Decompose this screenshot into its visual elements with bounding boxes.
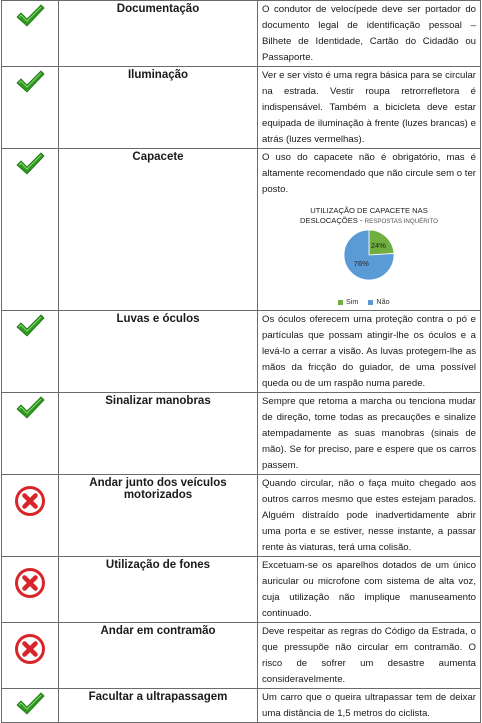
check-icon <box>15 151 45 177</box>
rule-title-cell <box>59 557 258 623</box>
table-row <box>2 67 481 149</box>
rule-description: O condutor de velocípede deve ser portador do documento legal de identificação pessoal – Bilhete de Identidade, Cartão do Cidadão ou Passaporte. <box>262 4 476 63</box>
status-icon-cell <box>2 67 59 149</box>
rule-description-cell <box>258 311 481 393</box>
status-icon-cell <box>2 149 59 311</box>
rule-description: Os óculos oferecem uma proteção contra o pó e partículas que possam atingir-lhe os óculos e a levá-lo a cerrar a visão. As luvas protegem-lhe as mãos da fricção do guiador, de uma possível queda ou de um raspão numa parede. <box>262 314 476 389</box>
chart-legend <box>338 294 444 310</box>
rule-title-cell <box>59 1 258 67</box>
status-icon-cell <box>2 393 59 475</box>
rule-description-cell <box>258 623 481 689</box>
status-icon-cell <box>2 475 59 557</box>
rule-title: Andar em contramão <box>100 625 216 637</box>
rule-title-cell <box>59 623 258 689</box>
rule-description-cell <box>258 689 481 723</box>
rule-title: Documentação <box>116 3 200 15</box>
rule-description-cell <box>258 67 481 149</box>
table-row <box>2 623 481 689</box>
pie-chart <box>294 226 444 284</box>
cross-icon <box>14 567 46 599</box>
rule-title: Utilização de fones <box>105 559 211 571</box>
rule-description: Excetuam-se os aparelhos dotados de um único auricular ou microfone com sistema de alta voz, cuja utilização não implique manuseamento continuado. <box>262 560 476 619</box>
chart-subtitle: RESPOSTAS INQUÉRITO <box>364 217 438 225</box>
status-icon-cell <box>2 689 59 723</box>
legend-label: Sim <box>346 297 359 306</box>
chart-title-text: UTILIZAÇÃO DE CAPACETE NAS DESLOCAÇÕES <box>300 206 428 225</box>
rule-title-cell <box>59 689 258 723</box>
rule-description: O uso do capacete não é obrigatório, mas é altamente recomendado que não circule sem o ter posto. <box>262 152 476 195</box>
check-icon <box>15 691 45 717</box>
allowed-status <box>2 67 58 95</box>
legend-swatch <box>338 300 343 305</box>
table-row <box>2 311 481 393</box>
allowed-status <box>2 393 58 421</box>
table-row <box>2 1 481 67</box>
check-icon <box>15 3 45 29</box>
table-row <box>2 149 481 311</box>
helmet-usage-chart <box>294 206 444 310</box>
table-row <box>2 393 481 475</box>
legend-item <box>338 294 358 310</box>
rule-title: Andar junto dos veículos motorizados <box>89 477 227 501</box>
table-row <box>2 557 481 623</box>
cross-icon <box>14 485 46 517</box>
rule-description-cell <box>258 475 481 557</box>
rule-description: Um carro que o queira ultrapassar tem de deixar uma distância de 1,5 metros do ciclista. <box>262 692 476 719</box>
status-icon-cell <box>2 557 59 623</box>
rule-title: Facultar a ultrapassagem <box>88 691 228 703</box>
table-row <box>2 475 481 557</box>
legend-label: Não <box>376 297 390 306</box>
check-icon <box>15 313 45 339</box>
rule-title: Iluminação <box>127 69 189 81</box>
status-icon-cell <box>2 623 59 689</box>
rules-table <box>1 0 481 723</box>
rule-description-cell <box>258 557 481 623</box>
rule-title-cell <box>59 67 258 149</box>
table-row <box>2 689 481 723</box>
forbidden-status <box>2 557 58 599</box>
rule-title: Capacete <box>132 151 184 163</box>
rule-description-cell <box>258 1 481 67</box>
legend-swatch <box>368 300 373 305</box>
pie-label: 24% <box>370 240 386 250</box>
rule-title-cell <box>59 311 258 393</box>
chart-title: UTILIZAÇÃO DE CAPACETE NAS DESLOCAÇÕES - RESPOSTAS INQUÉRITO <box>300 206 438 225</box>
rule-description-cell <box>258 393 481 475</box>
forbidden-status <box>2 623 58 665</box>
cross-icon <box>14 633 46 665</box>
rule-title: Sinalizar manobras <box>105 395 211 407</box>
rule-description: Quando circular, não o faça muito chegado aos outros carros mesmo que estes estejam parados. Alguém distraído pode inadvertidamente abrir uma porta e se estiver, nesse instante, a passar rente às viaturas, terá uma colisão. <box>262 478 476 553</box>
allowed-status <box>2 149 58 177</box>
allowed-status <box>2 689 58 717</box>
rule-description: Ver e ser visto é uma regra básica para se circular na estrada. Vestir roupa retrorrefletora é indispensável. Também a bicicleta deve estar equipada de iluminação à frente (luzes brancas) e atrás (luzes vermelhas). <box>262 70 476 145</box>
rule-title-cell <box>59 149 258 311</box>
rule-title-cell <box>59 475 258 557</box>
rule-description-cell <box>258 149 481 311</box>
status-icon-cell <box>2 311 59 393</box>
rule-title: Luvas e óculos <box>116 313 200 325</box>
check-icon <box>15 69 45 95</box>
check-icon <box>15 395 45 421</box>
legend-item <box>368 294 389 310</box>
rule-description: Sempre que retoma a marcha ou tenciona mudar de direção, tome todas as precauções e sinalize atempadamente as suas manobras (sinais de mão). Se for preciso, pare e espere que os carros passem. <box>262 396 476 471</box>
status-icon-cell <box>2 1 59 67</box>
allowed-status <box>2 1 58 29</box>
forbidden-status <box>2 475 58 517</box>
rule-title-cell <box>59 393 258 475</box>
rule-description: Deve respeitar as regras do Código da Estrada, o que pressupõe não circular em contramão. O risco de sofrer um desastre aumenta consideravelmente. <box>262 626 476 685</box>
pie-label: 76% <box>353 259 369 269</box>
allowed-status <box>2 311 58 339</box>
